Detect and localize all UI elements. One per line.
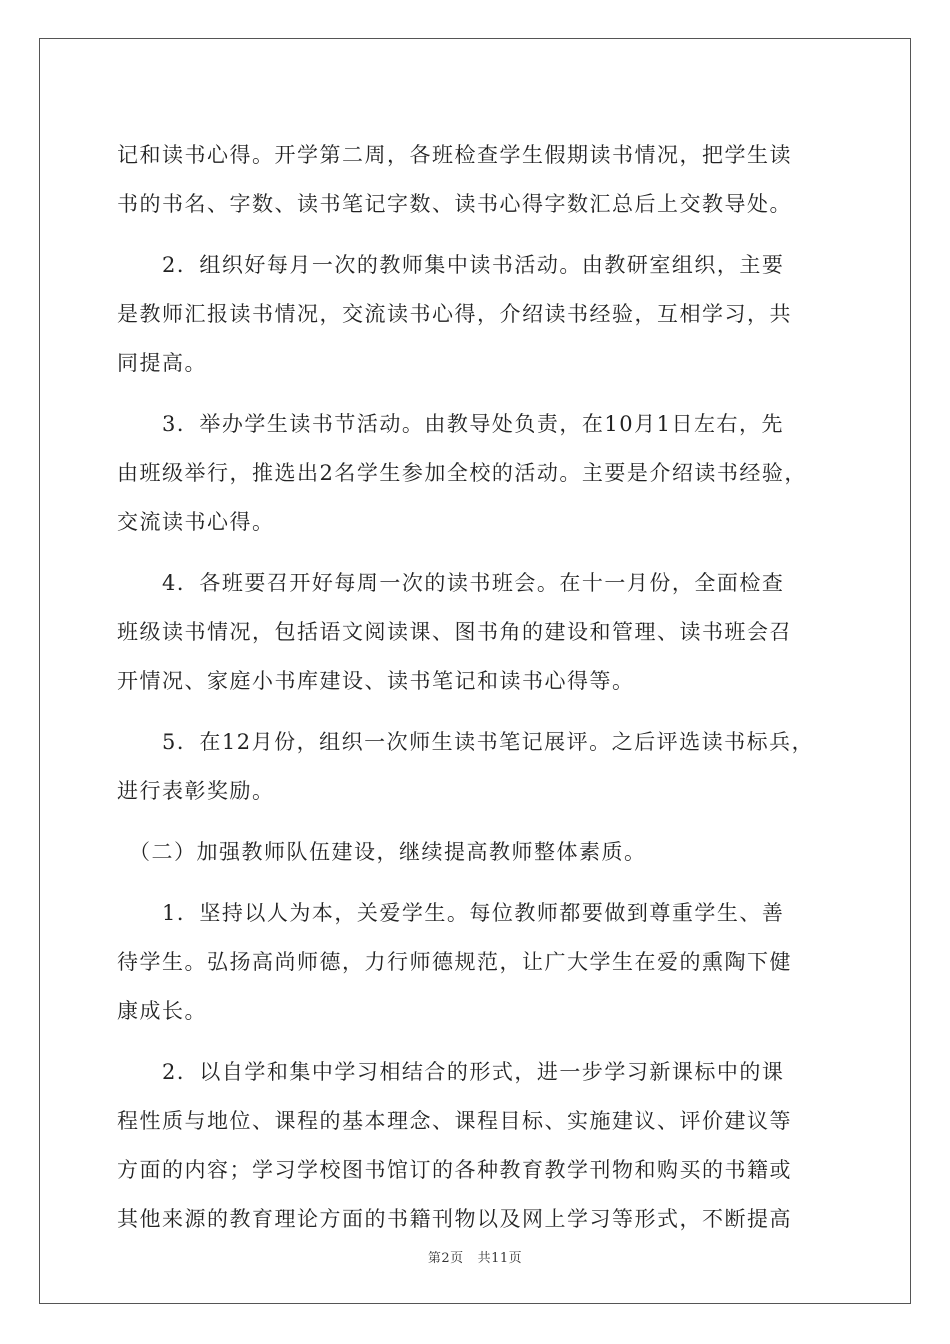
text-line: 康成长。 xyxy=(117,999,207,1023)
paragraph-continuation xyxy=(117,131,837,229)
text-line: 2．以自学和集中学习相结合的形式，进一步学习新课标中的课 xyxy=(117,1060,785,1084)
text-line: （二）加强教师队伍建设，继续提高教师整体素质。 xyxy=(117,840,647,864)
text-line: 1．坚持以人为本，关爱学生。每位教师都要做到尊重学生、善 xyxy=(117,901,785,925)
paragraph-item-3 xyxy=(117,400,837,547)
text-line: 5．在12月份，组织一次师生读书笔记展评。之后评选读书标兵， xyxy=(117,730,815,754)
text-line: 程性质与地位、课程的基本理念、课程目标、实施建议、评价建议等 xyxy=(117,1109,792,1133)
text-line: 其他来源的教育理论方面的书籍刊物以及网上学习等形式，不断提高 xyxy=(117,1207,792,1231)
text-line: 交流读书心得。 xyxy=(117,510,275,534)
paragraph-section-2 xyxy=(117,828,837,877)
text-line: 方面的内容；学习学校图书馆订的各种教育教学刊物和购买的书籍或 xyxy=(117,1158,792,1182)
text-line: 2．组织好每月一次的教师集中读书活动。由教研室组织，主要 xyxy=(117,253,785,277)
text-line: 由班级举行，推选出2名学生参加全校的活动。主要是介绍读书经验， xyxy=(117,461,807,485)
text-line: 记和读书心得。开学第二周，各班检查学生假期读书情况，把学生读 xyxy=(117,143,792,167)
text-line: 进行表彰奖励。 xyxy=(117,779,275,803)
paragraph-item-4 xyxy=(117,559,837,706)
paragraph-sec2-item-2 xyxy=(117,1048,837,1244)
text-line: 是教师汇报读书情况，交流读书心得，介绍读书经验，互相学习，共 xyxy=(117,302,792,326)
text-line: 班级读书情况，包括语文阅读课、图书角的建设和管理、读书班会召 xyxy=(117,620,792,644)
paragraph-item-2 xyxy=(117,241,837,388)
paragraph-item-5 xyxy=(117,718,837,816)
text-line: 3．举办学生读书节活动。由教导处负责，在10月1日左右，先 xyxy=(117,412,784,436)
paragraph-sec2-item-1 xyxy=(117,889,837,1036)
document-body xyxy=(117,131,837,1256)
text-line: 待学生。弘扬高尚师德，力行师德规范，让广大学生在爱的熏陶下健 xyxy=(117,950,792,974)
total-pages-label: 共11页 xyxy=(477,1251,523,1266)
text-line: 开情况、家庭小书库建设、读书笔记和读书心得等。 xyxy=(117,669,635,693)
text-line: 4．各班要召开好每周一次的读书班会。在十一月份，全面检查 xyxy=(117,571,785,595)
text-line: 同提高。 xyxy=(117,351,207,375)
text-line: 书的书名、字数、读书笔记字数、读书心得字数汇总后上交教导处。 xyxy=(117,192,792,216)
current-page-label: 第2页 xyxy=(427,1251,464,1266)
page-footer xyxy=(0,1247,950,1266)
